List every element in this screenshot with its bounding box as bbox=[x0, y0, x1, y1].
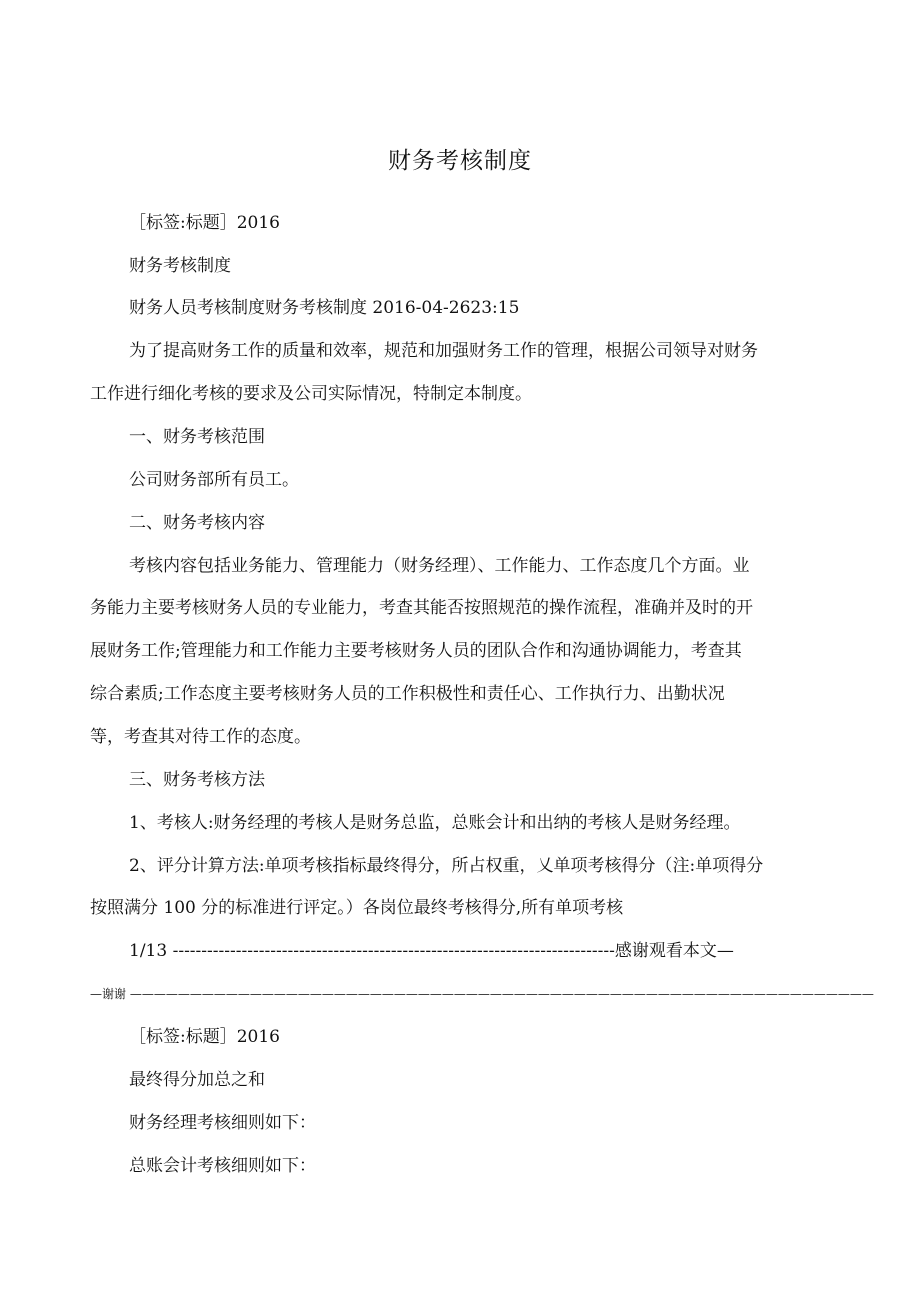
subtitle: 财务考核制度 bbox=[129, 256, 231, 276]
header-tag-page2: ［标签:标题］2016 bbox=[129, 1027, 280, 1047]
method-item-2-line: 按照满分 100 分的标准进行评定。）各岗位最终考核得分,所有单项考核 bbox=[90, 898, 624, 918]
document-title: 财务考核制度 bbox=[388, 148, 532, 174]
page2-line: 总账会计考核细则如下： bbox=[129, 1156, 316, 1176]
section-heading-content: 二、财务考核内容 bbox=[129, 513, 265, 533]
header-tag: ［标签:标题］2016 bbox=[129, 213, 280, 233]
page2-line: 财务经理考核细则如下： bbox=[129, 1113, 316, 1133]
page-footer-line: 1/13 -----------------------------------------------------------------------------感谢观看本文— bbox=[129, 941, 734, 961]
meta-line: 财务人员考核制度财务考核制度 2016-04-2623:15 bbox=[129, 298, 520, 318]
section-heading-scope: 一、财务考核范围 bbox=[129, 427, 265, 447]
method-item-2-line: 2、评分计算方法:单项考核指标最终得分，所占权重，乂单项考核得分（注:单项得分 bbox=[129, 856, 764, 876]
page-footer-line: —谢谢 —————————————————————————————————————————————————————————————— bbox=[90, 987, 874, 1001]
section-body-scope: 公司财务部所有员工。 bbox=[129, 470, 299, 490]
section-heading-method: 三、财务考核方法 bbox=[129, 770, 265, 790]
intro-line: 为了提高财务工作的质量和效率，规范和加强财务工作的管理，根据公司领导对财务 bbox=[129, 341, 758, 361]
intro-line: 工作进行细化考核的要求及公司实际情况，特制定本制度。 bbox=[90, 384, 532, 404]
section-body-line: 务能力主要考核财务人员的专业能力，考查其能否按照规范的操作流程，准确并及时的开 bbox=[90, 598, 753, 618]
method-item-1: 1、考核人:财务经理的考核人是财务总监，总账会计和出纳的考核人是财务经理。 bbox=[129, 813, 741, 833]
section-body-line: 考核内容包括业务能力、管理能力（财务经理）、工作能力、工作态度几个方面。业 bbox=[129, 556, 750, 576]
section-body-line: 综合素质;工作态度主要考核财务人员的工作积极性和责任心、工作执行力、出勤状况 bbox=[90, 684, 725, 704]
page2-line: 最终得分加总之和 bbox=[129, 1070, 265, 1090]
section-body-line: 等，考查其对待工作的态度。 bbox=[90, 727, 311, 747]
section-body-line: 展财务工作;管理能力和工作能力主要考核财务人员的团队合作和沟通协调能力，考查其 bbox=[90, 641, 742, 661]
